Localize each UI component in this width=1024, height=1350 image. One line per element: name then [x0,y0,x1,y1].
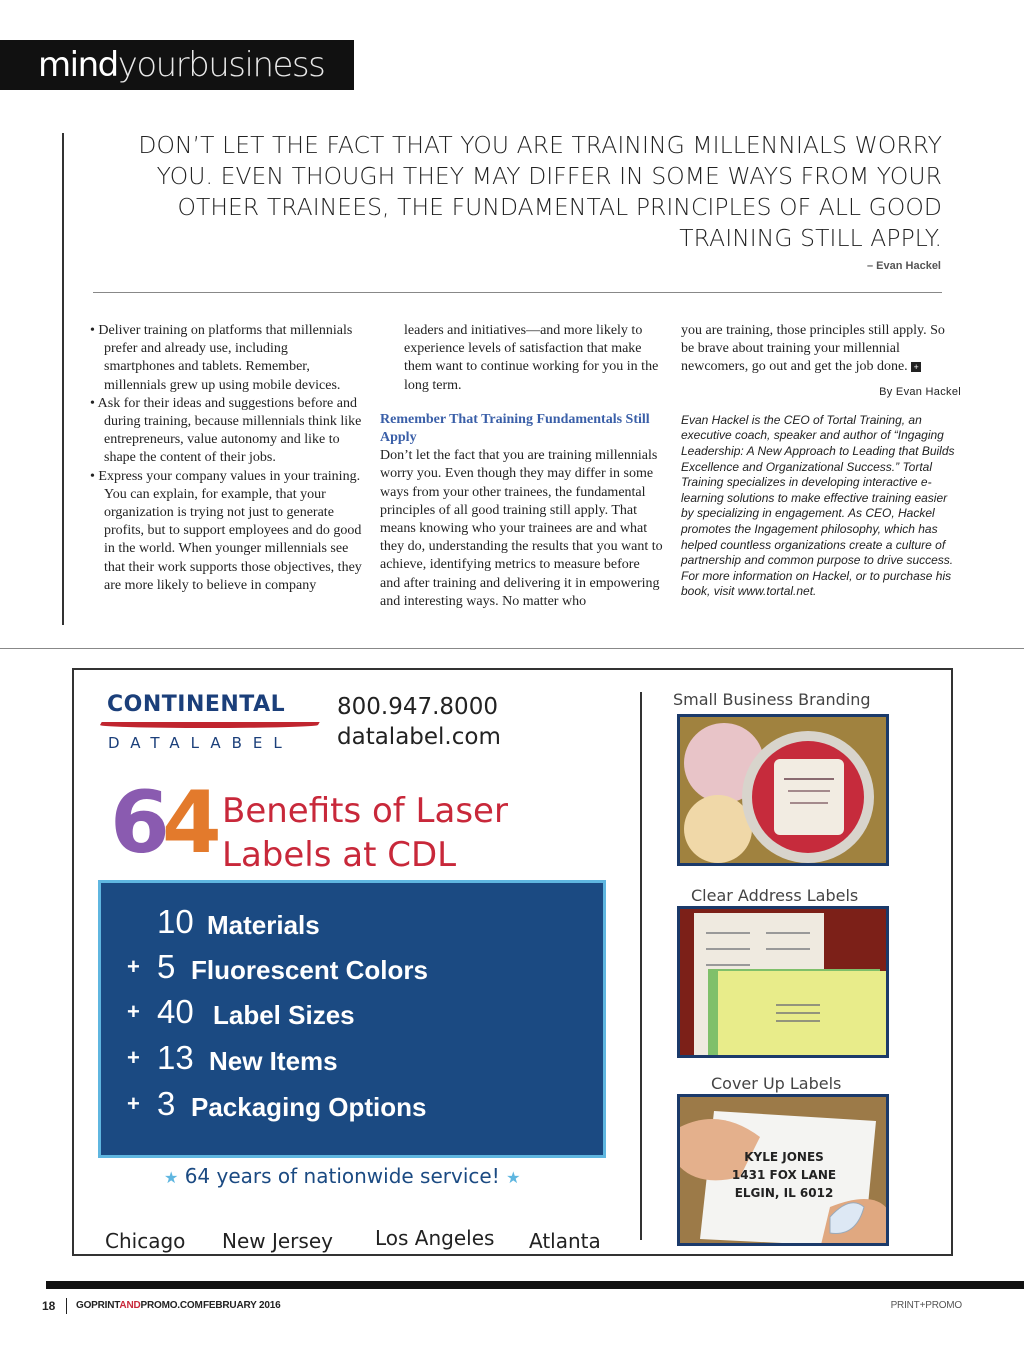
plus-sign: + [127,999,140,1024]
plus-sign: + [127,954,140,979]
section-title-light: yourbusiness [117,45,325,85]
footer-divider [66,1298,67,1314]
benefit-label: Materials [207,910,320,940]
city-name: Chicago [105,1229,186,1253]
ad-headline [222,789,508,877]
advertisement [72,668,953,1256]
bullet-continuation: leaders and initiatives—and more likely to experience levels of satisfaction that make them want to continue working for you in the long term. [404,323,659,393]
plus-sign: + [127,1091,140,1116]
benefits-box [98,880,606,1158]
brand-logo-name: CONTINENTAL [107,692,286,717]
thumb-title: Cover Up Labels [711,1074,842,1093]
benefit-label: New Items [209,1046,338,1076]
pull-quote: DON’T LET THE FACT THAT YOU ARE TRAINING MILLENNIALS WORRY YOU. EVEN THOUGH THEY MAY DIFFER IN SOME WAYS FROM YOUR OTHER TRAINEES, THE FUNDAMENTAL PRINCIPLES OF ALL GOOD TRAINING STILL APPLY. [138,131,942,252]
ad-headline-line: Labels at CDL [222,835,457,875]
pull-quote-rule [62,133,64,625]
benefit-label: Packaging Options [191,1092,427,1122]
city-name: Atlanta [529,1229,601,1253]
author-bio: Evan Hackel is the CEO of Tortal Training, an executive coach, speaker and author of “Ingaging Leadership: A New Approach to Leading that Builds Excellence and Organizational Success.” Tortal Training specializes in developing interactive e-learning solutions to make effective training easier by specializing in engagement. As CEO, Hackel promotes the Ingagement philosophy, which has helped countless organizations create a culture of partnership and common purpose to drive success. For more information on Hackel, or to purchase his book, visit www.tortal.net. [681,412,955,599]
magazine-name: PRINT+PROMO [890,1300,962,1311]
bullet-item: • Ask for their ideas and suggestions before and during training, because millennials think like entrepreneurs, value autonomy and like to shape the content of their jobs. [90,395,362,466]
candle-label-illustration [680,717,889,866]
star-icon: ★ [506,1168,521,1187]
benefit-number: 5 [157,948,176,985]
bullet-item: • Express your company values in your training. You can explain, for example, that your organization is trying not just to generate profits, but to support employees and do good in the world. When younger millennials see that their work supports those objectives, they are more likely to believe in company [90,468,362,593]
big-64-graphic [110,773,214,873]
article-column-2 [380,322,663,611]
pull-quote-attribution: – Evan Hackel [867,260,941,272]
brand-logo-swoosh-icon [98,722,319,728]
article-column-3 [681,322,961,600]
ad-phone[interactable]: 800.947.8000 [337,694,498,720]
article-paragraph: Don’t let the fact that you are training millennials worry you. Even though they may differ in some ways from your other trainees, the fundamental principles of all good training still apply. That means knowing who your trainees are and what they do, understanding the results that you want to achieve, identifying metrics to measure before and after training and delivering it in empowering and interesting ways. No matter who [380,448,663,609]
thumb-title: Clear Address Labels [691,886,859,905]
end-mark-icon: + [911,362,921,372]
site-part: GOPRINT [76,1300,120,1311]
ad-vertical-divider [640,692,642,1240]
city-name: New Jersey [222,1229,333,1253]
footer-bar [46,1281,1024,1289]
bullet-item: • Deliver training on platforms that millennials prefer and already use, including smartphones and tablets. Remember, millennials grew up using mobile devices. [90,323,353,393]
plus-sign: + [127,1045,140,1070]
ad-separator [0,648,1024,649]
article-subhead: Remember That Training Fundamentals Still Apply [380,411,650,446]
section-banner [0,40,354,90]
benefit-number: 13 [157,1039,194,1076]
ad-website[interactable]: datalabel.com [337,724,501,750]
cover-up-label-illustration [680,1097,889,1246]
benefit-label: Fluorescent Colors [191,955,428,985]
big-number-digit: 6 [110,773,162,873]
pull-quote-divider [93,292,942,293]
cover-label-line: ELGIN, IL 6012 [734,1186,834,1200]
ad-tagline [164,1164,520,1188]
benefit-number: 40 [157,993,194,1030]
thumb-title: Small Business Branding [673,690,871,709]
branding-label-photo [677,714,889,866]
benefit-number: 10 [157,903,194,940]
ad-headline-line: Benefits of Laser [222,791,508,831]
brand-logo-subname: DATALABEL [108,734,293,752]
benefit-number: 3 [157,1085,176,1122]
big-number-digit: 4 [161,773,214,873]
section-title [38,42,324,88]
benefit-label: Label Sizes [213,1000,355,1030]
site-part: PROMO.COM [140,1300,203,1311]
footer-website[interactable] [76,1300,203,1311]
address-label-photo [677,906,889,1058]
tagline-text: 64 years of nationwide service! [184,1164,500,1188]
site-part: AND [119,1300,141,1311]
cover-label-line: KYLE JONES [744,1150,824,1164]
address-label-illustration [680,909,889,1058]
cover-label-line: 1431 FOX LANE [731,1168,837,1182]
cover-up-label-photo [677,1094,889,1246]
star-icon: ★ [164,1168,179,1187]
article-column-1 [90,322,362,595]
issue-date: FEBRUARY 2016 [203,1300,281,1311]
page-number: 18 [42,1299,56,1313]
section-title-bold: mind [38,45,118,85]
article-paragraph: you are training, those principles still apply. So be brave about training your millennial newcomers, go out and get the job done. [681,323,945,375]
city-name: Los Angeles [375,1226,495,1250]
article-byline: By Evan Hackel [879,385,961,398]
